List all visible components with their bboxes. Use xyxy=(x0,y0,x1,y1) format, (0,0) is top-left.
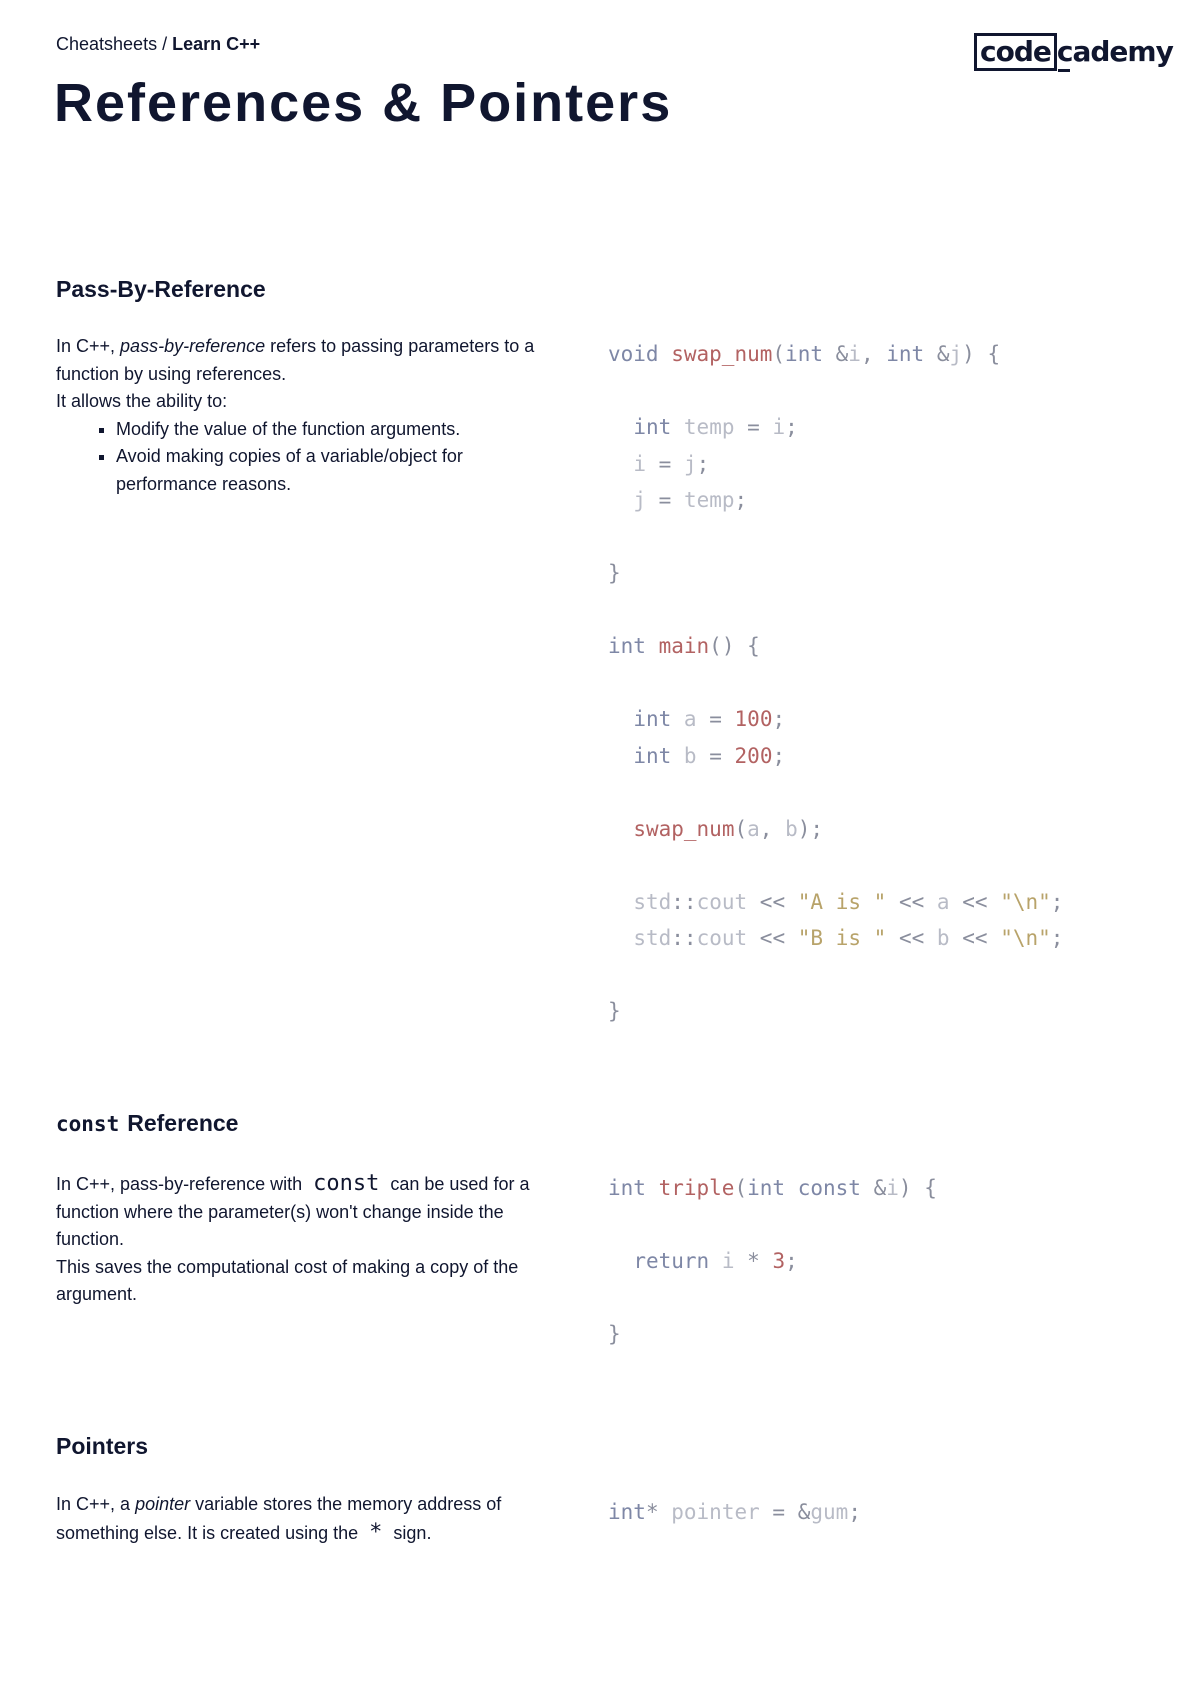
list-item: ▪ Avoid making copies of a variable/object for performance reasons. xyxy=(116,443,546,498)
desc-const-prefix: In C++, pass-by-reference with xyxy=(56,1174,308,1194)
section-desc-pointers xyxy=(56,1491,546,1547)
logo-underscore xyxy=(1058,69,1070,72)
code-pointer: int* pointer = &gum; xyxy=(608,1500,861,1524)
desc-const-1 xyxy=(56,1170,546,1254)
code-swap: void swap_num(int &i, int &j) { int temp = i; i = j; j = temp; } int main() { int a = 100; int b = 200; swap_num(a, b); std::cout << "A is " << a << "\n"; std::cout << "B is " << b << "\n"; } xyxy=(608,342,1064,1023)
breadcrumb-link-cheatsheets[interactable]: Cheatsheets xyxy=(56,34,158,54)
desc-pointers-em: pointer xyxy=(135,1494,191,1514)
desc-pointers-middle: variable stores the memory address of something else. It is created using the xyxy=(56,1494,502,1543)
list-item: ▪ Modify the value of the function arguments. xyxy=(116,416,546,444)
section-desc-pass-by-reference xyxy=(56,333,546,498)
logo-rest-text xyxy=(1057,36,1173,68)
code-triple: int triple(int const &i) { return i * 3; } xyxy=(608,1176,937,1346)
desc-const-suffix: can be used for a function where the parameter(s) won't change inside the function. xyxy=(56,1174,530,1249)
desc-pointers-code: * xyxy=(369,1519,383,1545)
desc-intro-prefix: In C++, xyxy=(56,336,121,356)
page-title: References & Pointers xyxy=(54,73,673,133)
codecademy-logo[interactable] xyxy=(974,32,1173,72)
logo-boxed-text: code xyxy=(974,33,1057,71)
desc-allows: It allows the ability to: xyxy=(56,391,228,411)
breadcrumb-link-learn-cpp[interactable]: Learn C++ xyxy=(172,34,261,54)
section-title-const-reference xyxy=(56,1110,238,1137)
title-code-const: const xyxy=(56,1112,120,1136)
breadcrumb xyxy=(56,34,260,55)
section-title-pass-by-reference: Pass-By-Reference xyxy=(56,276,266,302)
desc-pointers-prefix: In C++, a xyxy=(56,1494,136,1514)
desc-const-2: This saves the computational cost of making a copy of the argument. xyxy=(56,1256,519,1304)
code-block-swap[interactable] xyxy=(608,336,1063,1030)
code-block-pointer[interactable] xyxy=(608,1494,861,1531)
section-title-pointers: Pointers xyxy=(56,1433,149,1459)
bullet-list xyxy=(56,416,546,499)
logo-rest-label: cademy xyxy=(1056,35,1173,68)
desc-intro-suffix: refers to passing parameters to a function by using references. xyxy=(56,336,535,384)
title-text-reference: Reference xyxy=(127,1110,239,1136)
breadcrumb-separator: / xyxy=(157,34,173,54)
desc-const-code: const xyxy=(313,1171,380,1196)
desc-intro-em: pass-by-reference xyxy=(120,336,266,356)
desc-pointers xyxy=(56,1491,546,1547)
desc-intro xyxy=(56,333,546,388)
section-desc-const-reference xyxy=(56,1170,546,1309)
code-block-triple[interactable] xyxy=(608,1170,937,1353)
desc-pointers-suffix: sign. xyxy=(388,1522,432,1543)
